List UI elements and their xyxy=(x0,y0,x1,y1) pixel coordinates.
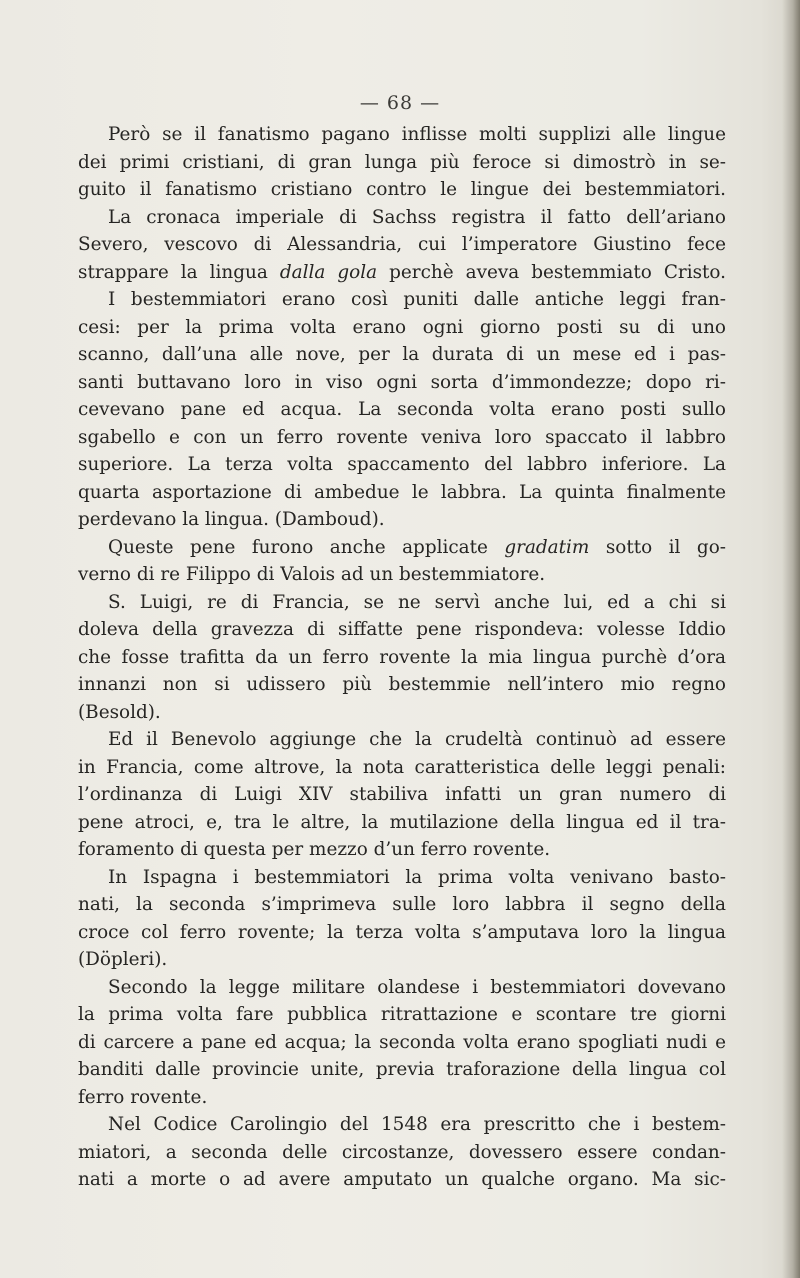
text-line-6-start: strappare la lingua xyxy=(78,261,280,283)
page-number: — 68 — xyxy=(359,92,441,114)
text-line-19: doleva della gravezza di siffatte pene rispondeva: volesse Iddio xyxy=(78,619,726,640)
page-edge-shadow xyxy=(782,0,800,1278)
text-line-37: Nel Codice Carolingio del 1548 era prescritto che i bestem- xyxy=(108,1114,726,1135)
body-text xyxy=(78,121,726,1194)
text-line-6 xyxy=(78,259,726,287)
text-line-10: santi buttavano loro in viso ogni sorta d’immondezze; dopo ri- xyxy=(78,371,726,393)
text-line-12: sgabello e con un ferro rovente veniva loro spaccato il labbro xyxy=(78,426,726,448)
text-line-22: (Besold). xyxy=(78,701,161,723)
text-line-24: in Francia, come altrove, la nota caratteristica delle leggi penali: xyxy=(78,756,726,778)
text-line-16-end: sotto il go- xyxy=(589,536,726,558)
text-line-2: dei primi cristiani, di gran lunga più feroce si dimostrò in se- xyxy=(78,151,726,173)
text-line-28: In Ispagna i bestemmiatori la prima volta venivano basto- xyxy=(108,866,726,888)
text-line-29: nati, la seconda s’imprimeva sulle loro labbra il segno della xyxy=(78,894,726,915)
text-line-9: scanno, dall’una alle nove, per la durata di un mese ed i pas- xyxy=(78,344,726,365)
text-line-32: Secondo la legge militare olandese i bestemmiatori dovevano xyxy=(108,976,726,998)
text-line-39: nati a morte o ad avere amputato un qualche organo. Ma sic- xyxy=(78,1169,726,1190)
text-line-7: I bestemmiatori erano così puniti dalle antiche leggi fran- xyxy=(108,289,726,310)
text-line-13: superiore. La terza volta spaccamento del labbro inferiore. La xyxy=(78,454,726,475)
text-line-38: miatori, a seconda delle circostanze, dovessero essere condan- xyxy=(78,1141,726,1163)
text-line-18: S. Luigi, re di Francia, se ne servì anche lui, ed a chi si xyxy=(108,591,726,613)
italic-gradatim: gradatim xyxy=(504,536,590,558)
text-line-8: cesi: per la prima volta erano ogni giorno posti su di uno xyxy=(78,316,726,338)
text-line-16 xyxy=(78,534,726,562)
text-line-20: che fosse trafitta da un ferro rovente la mia lingua purchè d’ora xyxy=(78,646,726,668)
italic-dalla-gola: dalla gola xyxy=(279,261,378,283)
text-line-30: croce col ferro rovente; la terza volta s’amputava loro la lingua xyxy=(78,921,726,943)
text-line-15: perdevano la lingua. (Damboud). xyxy=(78,509,385,530)
text-line-23: Ed il Benevolo aggiunge che la crudeltà continuò ad essere xyxy=(108,729,726,750)
text-line-11: cevevano pane ed acqua. La seconda volta erano posti sullo xyxy=(78,399,726,420)
text-line-31: (Döpleri). xyxy=(78,949,168,970)
text-line-36: ferro rovente. xyxy=(78,1086,208,1108)
text-line-17: verno di re Filippo di Valois ad un bestemmiatore. xyxy=(78,564,546,585)
text-line-27: foramento di questa per mezzo d’un ferro rovente. xyxy=(78,839,551,860)
text-line-14: quarta asportazione di ambedue le labbra. La quinta finalmente xyxy=(78,481,726,503)
text-line-3: guito il fanatismo cristiano contro le lingue dei bestemmiatori. xyxy=(78,179,726,200)
text-line-33: la prima volta fare pubblica ritrattazione e scontare tre giorni xyxy=(78,1004,726,1025)
text-line-25: l’ordinanza di Luigi XIV stabiliva infatti un gran numero di xyxy=(78,784,726,805)
text-line-26: pene atroci, e, tra le altre, la mutilazione della lingua ed il tra- xyxy=(78,811,726,833)
text-line-16-start: Queste pene furono anche applicate xyxy=(108,536,505,558)
text-line-4: La cronaca imperiale di Sachss registra il fatto dell’ariano xyxy=(108,206,726,228)
text-line-34: di carcere a pane ed acqua; la seconda volta erano spogliati nudi e xyxy=(78,1031,726,1053)
text-line-35: banditi dalle provincie unite, previa traforazione della lingua col xyxy=(78,1059,726,1080)
text-line-21: innanzi non si udissero più bestemmie nell’intero mio regno xyxy=(78,674,726,695)
text-line-5: Severo, vescovo di Alessandria, cui l’imperatore Giustino fece xyxy=(78,234,726,255)
text-line-1: Però se il fanatismo pagano inflisse molti supplizi alle lingue xyxy=(108,124,726,145)
text-line-6-end: perchè aveva bestemmiato Cristo. xyxy=(377,261,726,283)
